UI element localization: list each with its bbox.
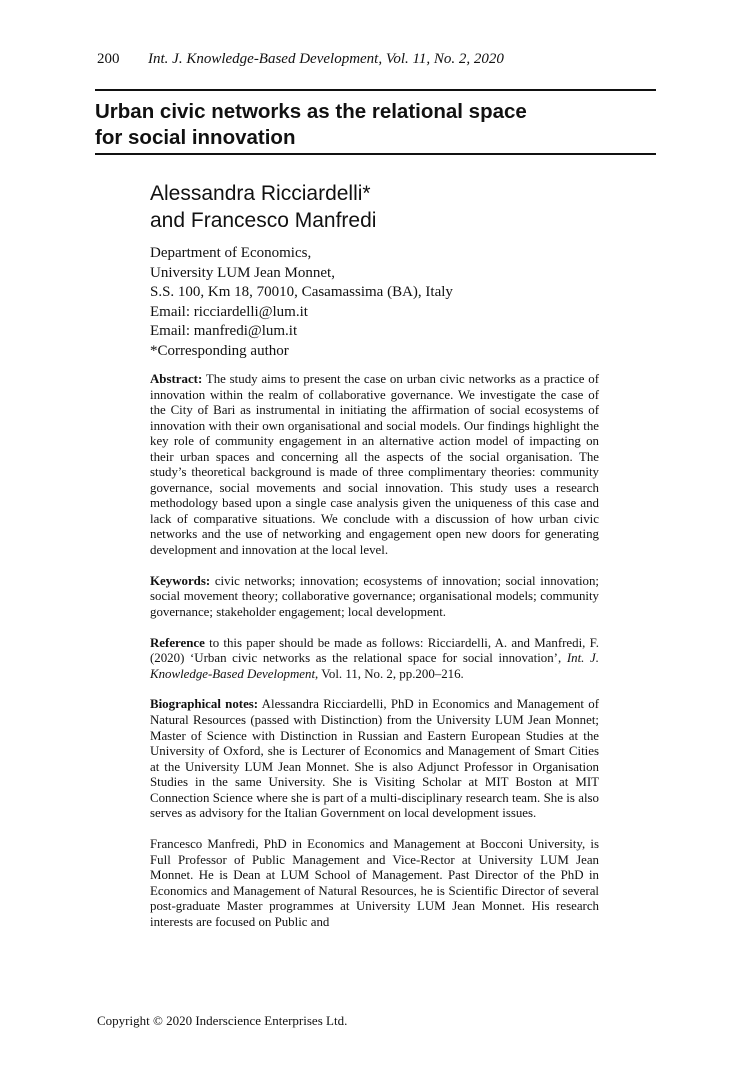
bio-text-2: Francesco Manfredi, PhD in Economics and Management at Bocconi University, is Full Professor of Public Management and Vice-Rector at University LUM Jean Monnet. He is Dean at LUM School of Management. Past Director of the PhD in Economics and Management of Natural Resources, he is Scientific Director of several post-graduate Master programmes at University LUM Jean Monnet. His research interests are focused on Public and [150, 836, 599, 929]
author-line-1: Alessandra Ricciardelli* [150, 182, 371, 205]
running-header [97, 51, 504, 68]
copyright-footer: Copyright © 2020 Inderscience Enterprises Ltd. [97, 1013, 348, 1028]
page-number: 200 [97, 51, 120, 67]
email-link-1[interactable]: Email: ricciardelli@lum.it [150, 303, 308, 320]
title-line-1: Urban civic networks as the relational space [95, 100, 527, 123]
bio-label: Biographical notes: [150, 697, 259, 712]
affiliation-department: Department of Economics, [150, 245, 312, 261]
affiliation-block [150, 244, 453, 361]
email-link-2[interactable]: Email: manfredi@lum.it [150, 323, 298, 339]
author-line-2: and Francesco Manfredi [150, 209, 377, 232]
abstract-paragraph [150, 372, 599, 559]
author-names [150, 180, 376, 234]
keywords-label: Keywords: [150, 573, 211, 588]
abstract-text: The study aims to present the case on urban civic networks as a practice of innovation within the realm of collaborative governance. We investigate the case of the City of Bari as instrumental in initiating the affirmation of social ecosystems of innovation with their own organisational and social models. Our findings highlight the key role of community engagement in an alternative action model of impacting on their urban spaces and concerning all the aspects of the social organisation. The study’s theoretical background is made of three complimentary theories: community governance, social movements and social innovation. This study uses a research methodology based upon a single case analysis given the uniqueness of this case and lack of comparative situations. We conclude with a discussion of how urban civic networks and the use of networking and engagement open new doors for generating development and innovation at the local level. [150, 372, 599, 558]
reference-label: Reference [150, 635, 205, 650]
journal-citation: Int. J. Knowledge-Based Development, Vol. 11, No. 2, 2020 [148, 51, 504, 67]
keywords-text: civic networks; innovation; ecosystems of innovation; social innovation; social movement theory; collaborative governance; organisational models; community governance; stakeholder engagement; local development. [150, 573, 600, 619]
title-top-rule [95, 89, 656, 91]
reference-text: to this paper should be made as follows: Ricciardelli, A. and Manfredi, F. (2020) ‘Urban civic networks as the relational space for social innovation’, [150, 635, 599, 666]
reference-journal: Int. J. Knowledge-Based Development [150, 651, 599, 681]
title-line-2: for social innovation [95, 126, 296, 149]
bio-paragraph-1 [150, 697, 599, 821]
paper-title [95, 99, 656, 151]
reference-paragraph [150, 636, 599, 683]
abstract-label: Abstract: [150, 372, 203, 386]
affiliation-university: University LUM Jean Monnet, [150, 264, 335, 281]
bio-paragraph-2 [150, 837, 599, 930]
affiliation-address: S.S. 100, Km 18, 70010, Casamassima (BA), Italy [150, 284, 453, 300]
corresponding-author-note: *Corresponding author [150, 342, 289, 359]
reference-volume: , Vol. 11, No. 2, pp.200–216. [315, 666, 464, 681]
bio-text-1: Alessandra Ricciardelli, PhD in Economics and Management of Natural Resources (passed with Distinction) from the University LUM Jean Monnet; Master of Science with Distinction in Russian and Eastern European Studies at the University of Oxford, she is Lecturer of Economics and Management of Smart Cities at the University LUM Jean Monnet. She is also Adjunct Professor in Organisation Studies in the same University. She is Visiting Scholar at MIT Boston at MIT Connection Science where she is part of a multi-disciplinary research team. She is also serves as advisory for the Italian Government on local development issues. [150, 697, 599, 821]
keywords-paragraph [150, 574, 599, 621]
front-matter-body [150, 372, 599, 945]
title-bottom-rule [95, 153, 656, 155]
